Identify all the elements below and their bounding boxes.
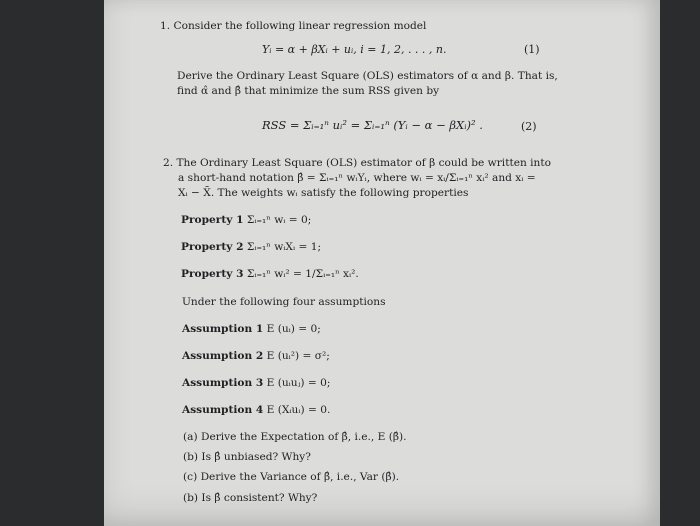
q1-rss-equation: RSS = Σᵢ₌₁ⁿ uᵢ² = Σᵢ₌₁ⁿ (Yᵢ − α − βXᵢ)² . <box>262 118 483 132</box>
assumption-1-text: E (uᵢ) = 0; <box>266 323 321 335</box>
assumption-3-label: Assumption 3 <box>182 377 264 389</box>
q1-equation-number-2: (2) <box>521 120 537 133</box>
property-1 <box>181 214 311 227</box>
assumption-2-label: Assumption 2 <box>182 350 264 362</box>
assumption-4-text: E (Xᵢuᵢ) = 0. <box>266 404 331 416</box>
part-d: (b) Is β̂ consistent? Why? <box>183 492 318 504</box>
assumption-3-text: E (uᵢuⱼ) = 0; <box>266 377 331 389</box>
property-2-text: Σᵢ₌₁ⁿ wᵢXᵢ = 1; <box>246 241 322 253</box>
assumption-4 <box>182 404 330 417</box>
assumption-1 <box>182 323 321 336</box>
assumption-2-text: E (uᵢ²) = σ²; <box>266 350 330 362</box>
property-3 <box>181 268 359 281</box>
part-a: (a) Derive the Expectation of β̂, i.e., E (β̂). <box>183 431 407 443</box>
part-c: (c) Derive the Variance of β̂, i.e., Var (β̂). <box>183 471 400 483</box>
property-1-label: Property 1 <box>181 214 244 226</box>
property-1-text: Σᵢ₌₁ⁿ wᵢ = 0; <box>246 214 312 226</box>
q1-derive-line-2: find α̂ and β̂ that minimize the sum RSS given by <box>177 85 440 97</box>
property-2-label: Property 2 <box>181 241 244 253</box>
part-b: (b) Is β̂ unbiased? Why? <box>183 451 311 463</box>
q1-lead: 1. Consider the following linear regression model <box>160 20 427 32</box>
assumption-3 <box>182 377 330 390</box>
q2-line-3: Xᵢ − X̄. The weights wᵢ satisfy the following properties <box>178 187 469 199</box>
q1-derive-line-1: Derive the Ordinary Least Square (OLS) estimators of α and β. That is, <box>177 70 558 82</box>
property-3-label: Property 3 <box>181 268 244 280</box>
q1-equation-number-1: (1) <box>524 43 540 56</box>
q1-model-equation: Yᵢ = α + βXᵢ + uᵢ, i = 1, 2, . . . , n. <box>262 43 447 56</box>
assumptions-intro: Under the following four assumptions <box>182 296 386 308</box>
q2-line-2: a short-hand notation β̂ = Σᵢ₌₁ⁿ wᵢYᵢ, where wᵢ = xᵢ/Σᵢ₌₁ⁿ xᵢ² and xᵢ = <box>178 172 536 184</box>
assumption-2 <box>182 350 330 363</box>
q2-line-1: 2. The Ordinary Least Square (OLS) estimator of β could be written into <box>163 157 552 169</box>
assumption-4-label: Assumption 4 <box>182 404 264 416</box>
property-3-text: Σᵢ₌₁ⁿ wᵢ² = 1/Σᵢ₌₁ⁿ xᵢ². <box>246 268 359 280</box>
property-2 <box>181 241 321 254</box>
assumption-1-label: Assumption 1 <box>182 323 264 335</box>
